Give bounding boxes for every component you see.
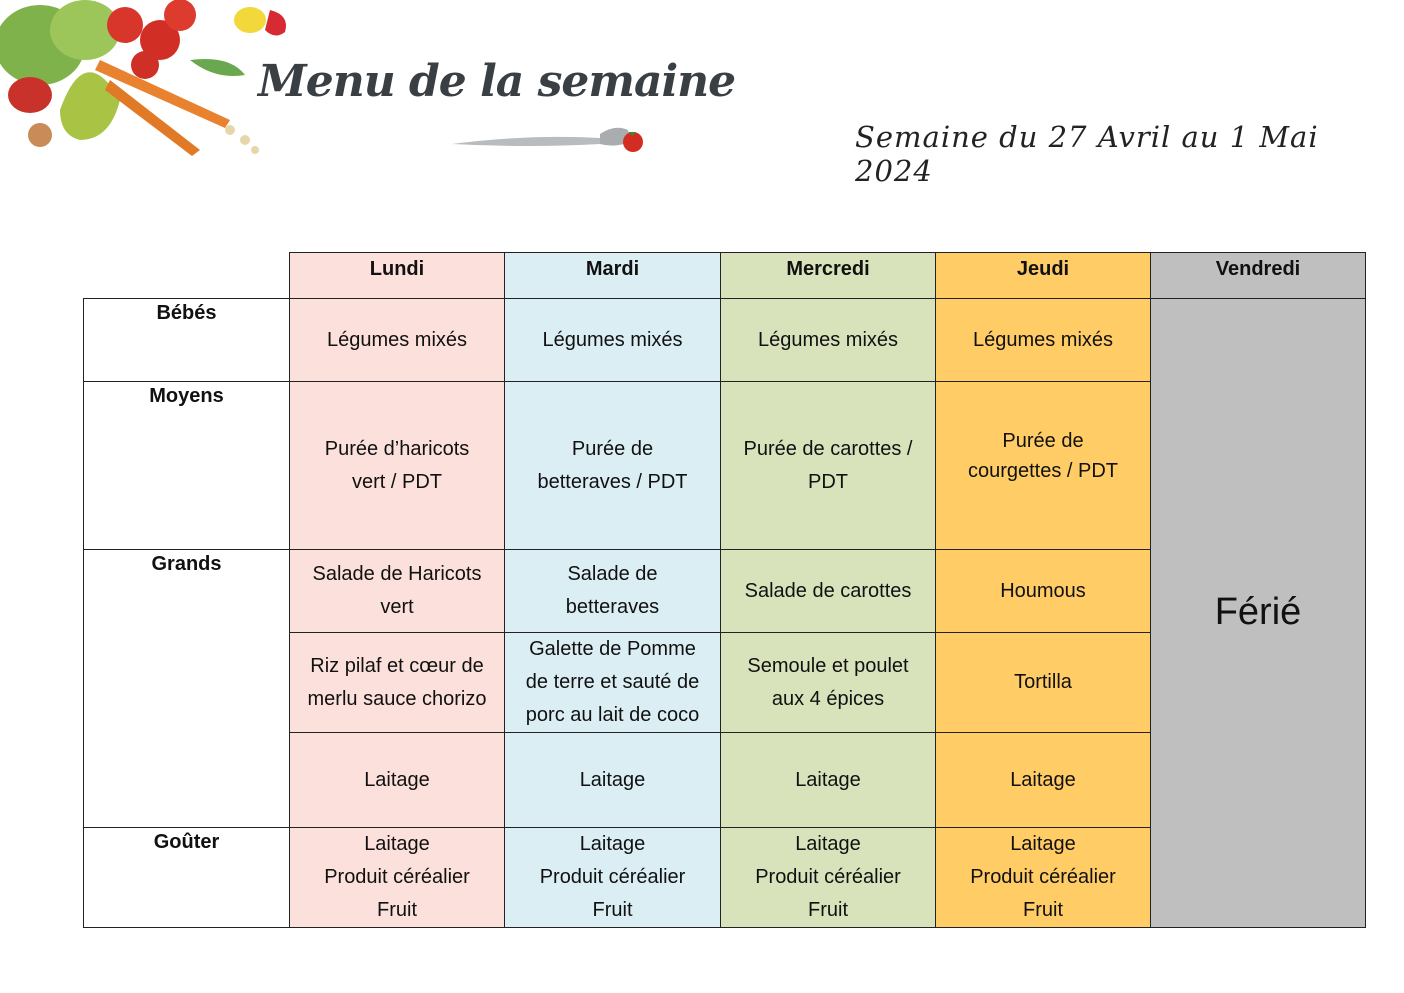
- row-label-bebes: Bébés: [84, 299, 290, 382]
- vendredi-ferie: Férié: [1151, 299, 1366, 928]
- menu-line: Fruit: [592, 899, 633, 921]
- menu-cell: Laitage: [936, 733, 1151, 828]
- menu-line: PDT: [808, 470, 848, 493]
- menu-line: Purée de: [1002, 429, 1084, 452]
- menu-line: merlu sauce chorizo: [307, 687, 487, 710]
- menu-line: Semoule et poulet: [747, 654, 909, 677]
- menu-line: Fruit: [808, 899, 848, 921]
- menu-line: Salade de Haricots: [312, 563, 482, 585]
- day-header-mardi: Mardi: [505, 253, 721, 299]
- menu-cell: [936, 382, 1151, 550]
- menu-line: Riz pilaf et cœur de: [310, 654, 484, 677]
- week-dates: Semaine du 27 Avril au 1 Mai 2024: [855, 120, 1319, 188]
- menu-line: Produit céréalier: [539, 866, 686, 888]
- menu-cell: [505, 382, 721, 550]
- menu-cell: [505, 550, 721, 633]
- menu-line: porc au lait de coco: [525, 704, 700, 726]
- day-header-jeudi: Jeudi: [936, 253, 1151, 299]
- menu-line: Galette de Pomme: [529, 638, 696, 660]
- menu-line: Purée d’haricots: [324, 437, 470, 460]
- menu-cell: Légumes mixés: [290, 299, 505, 382]
- menu-line: Fruit: [377, 899, 417, 921]
- menu-cell: [505, 633, 721, 733]
- row-label-grands: Grands: [84, 550, 290, 828]
- menu-line: Purée de carottes /: [743, 437, 913, 460]
- menu-line: Laitage: [579, 833, 646, 855]
- table-header-row: [84, 253, 1366, 299]
- menu-line: vert: [380, 596, 414, 618]
- menu-line: vert / PDT: [351, 470, 442, 493]
- menu-cell: [290, 828, 505, 928]
- menu-line: Produit céréalier: [970, 866, 1116, 888]
- menu-cell: Légumes mixés: [936, 299, 1151, 382]
- menu-cell: [290, 382, 505, 550]
- menu-line: betteraves / PDT: [537, 470, 688, 493]
- menu-cell: [936, 550, 1151, 633]
- corner-cell: [84, 253, 290, 299]
- menu-cell: Légumes mixés: [721, 299, 936, 382]
- page-title: Menu de la semaine: [258, 56, 736, 107]
- menu-line: Fruit: [1023, 899, 1063, 921]
- menu-line: Purée de: [571, 437, 654, 460]
- menu-line: Houmous: [1000, 579, 1086, 602]
- menu-table: [83, 252, 1366, 928]
- table-row: [84, 299, 1366, 382]
- menu-cell: Légumes mixés: [505, 299, 721, 382]
- menu-cell: [936, 633, 1151, 733]
- menu-cell: Laitage: [290, 733, 505, 828]
- day-header-lundi: Lundi: [290, 253, 505, 299]
- menu-cell: Laitage: [721, 733, 936, 828]
- menu-line: de terre et sauté de: [525, 671, 700, 693]
- menu-line: Produit céréalier: [755, 866, 901, 888]
- menu-line: Laitage: [364, 833, 430, 855]
- menu-line: Salade de carottes: [744, 579, 912, 602]
- menu-line: Laitage: [1010, 833, 1076, 855]
- day-header-mercredi: Mercredi: [721, 253, 936, 299]
- menu-line: courgettes / PDT: [967, 459, 1119, 482]
- menu-cell: [290, 550, 505, 633]
- menu-line: Salade de: [567, 563, 658, 585]
- menu-line: aux 4 épices: [771, 687, 885, 710]
- menu-line: Tortilla: [1014, 671, 1072, 693]
- row-label-moyens: Moyens: [84, 382, 290, 550]
- fork-icon: [450, 120, 650, 160]
- vegetables-illustration: [0, 0, 300, 170]
- menu-cell: [936, 828, 1151, 928]
- day-header-vendredi: Vendredi: [1151, 253, 1366, 299]
- row-label-gouter: Goûter: [84, 828, 290, 928]
- menu-cell: [505, 828, 721, 928]
- menu-line: betteraves: [565, 596, 660, 618]
- menu-line: Produit céréalier: [324, 866, 470, 888]
- menu-cell: Laitage: [505, 733, 721, 828]
- menu-cell: [721, 828, 936, 928]
- menu-cell: [721, 550, 936, 633]
- menu-cell: [290, 633, 505, 733]
- menu-line: Laitage: [795, 833, 861, 855]
- menu-cell: [721, 633, 936, 733]
- menu-cell: [721, 382, 936, 550]
